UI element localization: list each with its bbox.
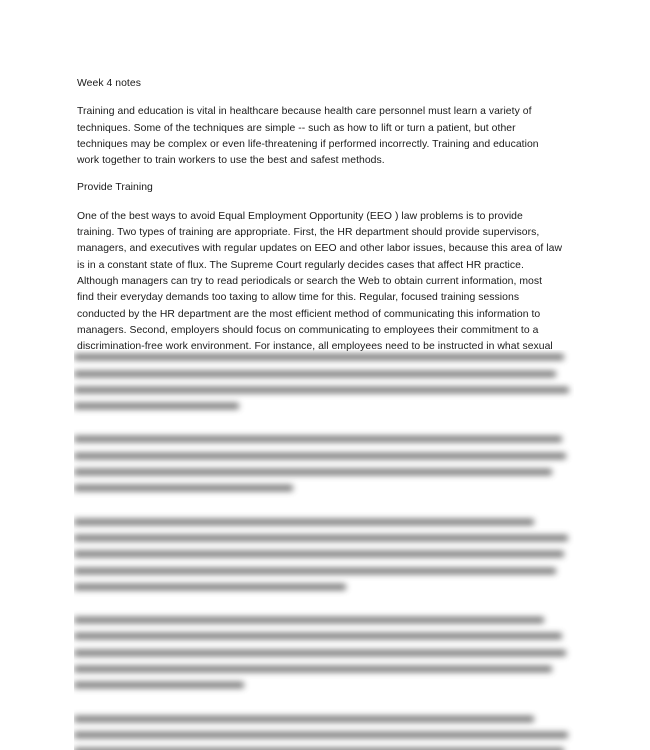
blurred-paragraph [74,432,574,497]
blurred-line-bar [74,535,568,541]
blurred-line-bar [74,371,556,377]
blurred-line-bar [74,469,552,475]
blurred-paragraph [74,350,574,415]
blurred-line-bar [74,682,244,688]
blurred-line [74,448,574,464]
blurred-line-bar [74,354,564,360]
section-line: is in a constant state of flux. The Supreme Court regularly decides cases that affect HR practice. [77,259,524,271]
blurred-line-bar [74,666,552,672]
blurred-paragraph [74,711,574,750]
section-line: conducted by the HR department are the most efficient method of communicating this information to [77,308,541,320]
blurred-line-bar [74,551,564,557]
blurred-line-bar [74,485,293,491]
section-line: discrimination-free work environment. For instance, all employees need to be instructed in what sexual [77,341,553,353]
blurred-line [74,645,574,661]
section-line: managers. Second, employers should focus on communicating to employees their commitment to a [77,324,539,336]
section-line: training. Two types of training are appropriate. First, the HR department should provide supervisors, [77,227,540,239]
blurred-line-bar [74,584,346,590]
blurred-line [74,481,574,497]
blurred-line-bar [74,453,566,459]
blurred-line-bar [74,519,534,525]
intro-paragraph [77,104,577,169]
intro-line: techniques may be complex or even life-threatening if performed incorrectly. Training and education [77,138,539,150]
blurred-line [74,744,574,750]
blurred-content [74,350,574,750]
document-title: Week 4 notes [77,78,141,89]
blurred-line [74,366,574,382]
blurred-text-placeholder [74,350,574,750]
intro-line: work together to train workers to use the best and safest methods. [77,155,385,167]
blurred-line [74,563,574,579]
blurred-line [74,383,574,399]
blurred-line [74,531,574,547]
section-line: Although managers can try to read periodicals or search the Web to obtain current information, most [77,275,543,287]
intro-line: Training and education is vital in healthcare because health care personnel must learn a variety of [77,106,532,118]
blurred-line [74,678,574,694]
blurred-line [74,547,574,563]
blurred-line-bar [74,387,569,393]
blurred-line-bar [74,650,566,656]
blurred-line [74,580,574,596]
section-line: One of the best ways to avoid Equal Employment Opportunity (EEO ) law problems is to provide [77,210,523,222]
blurred-line-bar [74,403,239,409]
blurred-line-bar [74,617,544,623]
blurred-line [74,662,574,678]
section-line: managers, and executives with regular updates on EEO and other labor issues, because this area of law [77,243,563,255]
blurred-line-bar [74,732,568,738]
blurred-paragraph [74,514,574,595]
blurred-line-bar [74,633,562,639]
blurred-line [74,613,574,629]
blurred-line [74,728,574,744]
blurred-line-bar [74,716,534,722]
blurred-line-bar [74,436,562,442]
intro-line: techniques. Some of the techniques are simple -- such as how to lift or turn a patient, but other [77,122,516,134]
blurred-line [74,350,574,366]
blurred-line [74,465,574,481]
section-heading: Provide Training [77,182,153,194]
blurred-line-bar [74,568,556,574]
section-line: find their everyday demands too taxing to allow time for this. Regular, focused training sessions [77,292,520,304]
blurred-line [74,514,574,530]
blurred-line [74,399,574,415]
blurred-paragraph [74,613,574,694]
blurred-line [74,629,574,645]
blurred-line [74,432,574,448]
blurred-line [74,711,574,727]
